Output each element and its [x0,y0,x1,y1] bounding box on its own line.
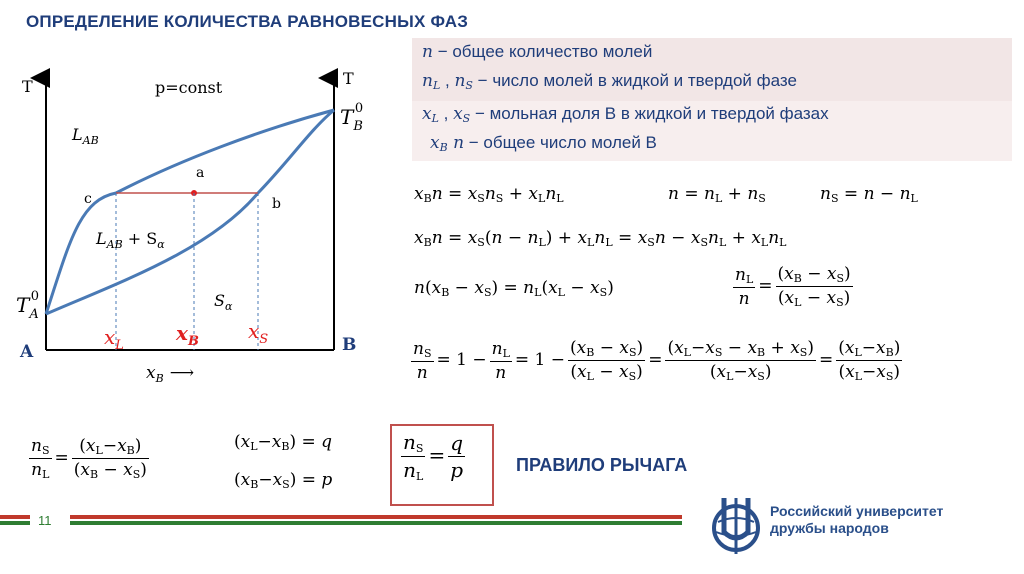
phase-diagram [0,0,400,400]
footer-stripes [0,512,700,532]
lever-rule-title: ПРАВИЛО РЫЧАГА [516,455,688,475]
equation-nl-ratio: $\frac{n_L}{n}$ = $\frac{(x_B - x_S)}{(x_L - x_S)}$ [735,264,851,309]
point-b-label: b [272,196,281,212]
university-name-line2: дружбы народов [770,520,889,536]
definition-n: n − общее количество молей [422,42,653,62]
equation-total-moles: $n = n_L + n_S$ [668,184,766,205]
tb0-label: $T_B0$ [340,101,364,134]
university-name [770,503,943,537]
xs-label: $x_S$ [248,319,269,347]
xb-label: $x_B$ [176,321,199,349]
equation-lever-rule: $\frac{n_S}{n_L}$ = $\frac{q}{p}$ [403,430,464,483]
label-b: B [342,335,357,355]
t-left-label: T [22,77,33,96]
equation-q-def: $(x_L-x_B) = q$ [234,432,333,453]
label-a: A [20,342,34,362]
region-solid: $S_\alpha$ [214,291,233,313]
region-liquid: $L_{AB}$ [72,125,99,147]
equation-ns-ratio: $\frac{n_S}{n}$ = 1 − $\frac{n_L}{n}$ = 1 − $\frac{(x_B - x_S)}{(x_L - x_S)}$ = $\frac{(x_L-x_S - x_B + x_S)}{(x_L-x_S)}$ = $\frac{(x_L-x_B)}{(x_L-x_S)}$ [413,338,901,383]
equation-balance-b: $x_Bn = x_Sn_S + x_Ln_L$ [414,184,564,205]
t-right-label: T [343,69,354,88]
definition-nl-ns: $n_L$ , $n_S$ − число молей в жидкой и твердой фазе [422,71,797,92]
university-name-line1: Российский университет [770,503,944,519]
slide-title: ОПРЕДЕЛЕНИЕ КОЛИЧЕСТВА РАВНОВЕСНЫХ ФАЗ [26,12,469,31]
equation-ns: $n_S = n - n_L$ [820,184,918,205]
university-logo-icon [706,492,766,558]
page-number: 11 [38,513,52,528]
ta0-label: $T_A0$ [16,289,40,322]
equation-ns-nl-ratio: $\frac{n_S}{n_L}$ = $\frac{(x_L-x_B)}{(x_B - x_S)}$ [31,436,147,481]
xl-label: $x_L$ [104,325,124,353]
pressure-label: p=const [155,78,223,97]
axis-xb-label: $x_B$ ⟶ [146,363,195,385]
equation-substitution: $x_Bn = x_S(n - n_L) + x_Ln_L = x_Sn - x_Sn_L + x_Ln_L$ [414,228,787,249]
point-a-label: a [196,165,205,181]
point-c-label: c [84,191,92,207]
equation-rearranged: $n(x_B - x_S) = n_L(x_L - x_S)$ [414,278,614,299]
equation-p-def: $(x_B-x_S) = p$ [234,470,333,491]
definition-xl-xs: $x_L$ , $x_S$ − мольная доля В в жидкой и твердой фазах [422,104,829,125]
region-two-phase: $L_{AB} + S_\alpha$ [96,229,165,251]
definition-xbn: $x_B$ n − общее число молей В [430,133,657,154]
